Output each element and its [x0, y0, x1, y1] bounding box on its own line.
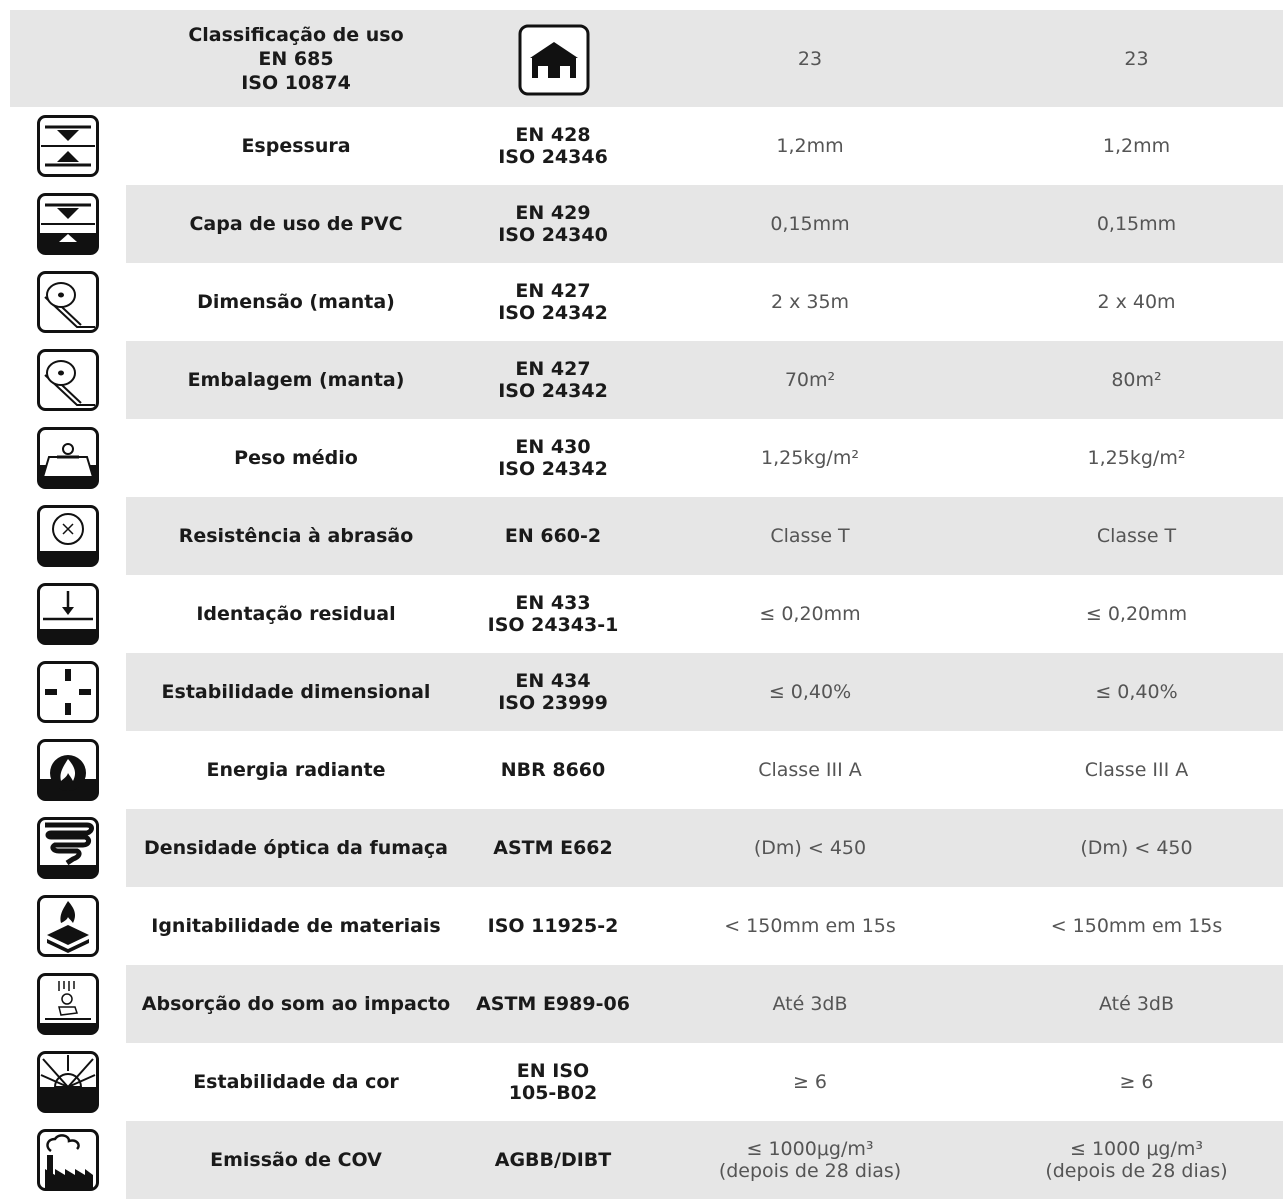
property-name-text: Ignitabilidade de materiais: [151, 915, 441, 937]
property-name-text: Estabilidade da cor: [193, 1071, 399, 1093]
property-name-text: Resistência à abrasão: [178, 525, 414, 547]
property-name: [126, 575, 466, 653]
value-2-line1: 1,2mm: [1102, 135, 1171, 157]
property-name: [126, 107, 466, 185]
value-2-line1: ≤ 1000 μg/m³: [1069, 1138, 1204, 1160]
value-col-1: [640, 731, 980, 809]
standard: [466, 965, 640, 1043]
value-col-2: [990, 1043, 1283, 1121]
property-name: [126, 497, 466, 575]
value-1-line1: 0,15mm: [770, 213, 850, 235]
standard-line1: EN 427: [515, 358, 591, 380]
property-name-text: Densidade óptica da fumaça: [143, 837, 448, 859]
value-col-2: [990, 731, 1283, 809]
value-col-2: [990, 575, 1283, 653]
value-col-1: [640, 107, 980, 185]
impact-sound-icon: [37, 973, 99, 1035]
standard: [466, 1043, 640, 1121]
value-col-2: [990, 809, 1283, 887]
value-col-1: [640, 185, 980, 263]
table-row: [0, 497, 1283, 575]
value-2-line1: ≤ 0,40%: [1095, 681, 1178, 703]
standard-line2: ISO 24342: [498, 380, 608, 402]
standard-line1: EN 429: [515, 202, 591, 224]
standard: [466, 185, 640, 263]
standard-line2: ISO 24342: [498, 458, 608, 480]
standard-line1: ISO 11925-2: [487, 915, 619, 937]
value-col-1: [640, 341, 980, 419]
standard-line2: ISO 23999: [498, 692, 608, 714]
value-1-line1: Até 3dB: [772, 993, 848, 1015]
header-label: [126, 10, 466, 107]
property-name: [126, 809, 466, 887]
value-2-line1: (Dm) < 450: [1080, 837, 1193, 859]
value-col-2: [990, 263, 1283, 341]
standard-line2: 105-B02: [508, 1082, 598, 1104]
standard-line1: AGBB/DIBT: [494, 1149, 612, 1171]
table-row: [0, 107, 1283, 185]
smoke-icon: [37, 817, 99, 879]
property-name-text: Identação residual: [196, 603, 396, 625]
header-label-line2: EN 685: [258, 47, 334, 70]
value-2-line1: Classe III A: [1084, 759, 1189, 781]
weight-icon: [37, 427, 99, 489]
standard: [466, 731, 640, 809]
sun-icon: [37, 1051, 99, 1113]
property-name: [126, 965, 466, 1043]
value-col-1: [640, 653, 980, 731]
abrasion-icon: [37, 505, 99, 567]
value-1-line1: Classe T: [770, 525, 850, 547]
value-col-1: [640, 419, 980, 497]
emission-icon: [37, 1129, 99, 1191]
table-row: [0, 887, 1283, 965]
value-2-line1: Classe T: [1096, 525, 1177, 547]
standard: [466, 1121, 640, 1199]
value-col-2: [990, 653, 1283, 731]
value-1-line1: Classe III A: [758, 759, 862, 781]
standard-line1: ASTM E989-06: [476, 993, 630, 1015]
standard: [466, 575, 640, 653]
value-col-2: [990, 1121, 1283, 1199]
property-name-text: Capa de uso de PVC: [189, 213, 403, 235]
value-1-line1: ≤ 1000μg/m³: [746, 1138, 874, 1160]
ignitability-icon: [37, 895, 99, 957]
table-row: [0, 809, 1283, 887]
standard-line1: EN 428: [515, 124, 591, 146]
standard: [466, 263, 640, 341]
standard: [466, 497, 640, 575]
value-2-line1: 0,15mm: [1096, 213, 1177, 235]
property-name: [126, 1121, 466, 1199]
value-2-line1: < 150mm em 15s: [1050, 915, 1223, 937]
value-col-2: [990, 497, 1283, 575]
table-row: [0, 419, 1283, 497]
value-2-line1: ≤ 0,20mm: [1085, 603, 1188, 625]
roll-icon: [37, 349, 99, 411]
standard-line1: EN ISO: [516, 1060, 590, 1082]
property-name-text: Emissão de COV: [210, 1149, 382, 1171]
value-2-line1: ≥ 6: [1119, 1071, 1154, 1093]
table-row: [0, 185, 1283, 263]
standard: [466, 419, 640, 497]
property-name: [126, 1043, 466, 1121]
property-name-text: Dimensão (manta): [197, 291, 395, 313]
standard-line2: ISO 24342: [498, 302, 608, 324]
table-row: [0, 1121, 1283, 1199]
value-col-1: [640, 575, 980, 653]
value-2-line1: 2 x 40m: [1097, 291, 1176, 313]
property-name: [126, 887, 466, 965]
roll-icon: [37, 271, 99, 333]
table-row: [0, 341, 1283, 419]
header-row: [10, 10, 1283, 107]
value-1-line1: 70m²: [784, 369, 836, 391]
property-name-text: Peso médio: [234, 447, 358, 469]
standard: [466, 107, 640, 185]
dimensional-stability-icon: [37, 661, 99, 723]
property-name: [126, 419, 466, 497]
standard-line1: NBR 8660: [500, 759, 606, 781]
value-col-1: [640, 809, 980, 887]
value-1-line1: < 150mm em 15s: [724, 915, 896, 937]
fire-icon: [37, 739, 99, 801]
standard-line1: EN 660-2: [504, 525, 602, 547]
table-row: [0, 653, 1283, 731]
standard-line2: ISO 24343-1: [487, 614, 619, 636]
property-name: [126, 263, 466, 341]
indentation-icon: [37, 583, 99, 645]
property-name: [126, 185, 466, 263]
table-row: [0, 263, 1283, 341]
value-col-2: [990, 107, 1283, 185]
header-label-line1: Classificação de uso: [188, 23, 404, 46]
value-1-line1: 1,25kg/m²: [761, 447, 859, 469]
value-1-line1: ≤ 0,40%: [768, 681, 852, 703]
value-col-1: [640, 1121, 980, 1199]
value-col-2: [990, 185, 1283, 263]
property-name-text: Espessura: [241, 135, 351, 157]
property-name-text: Embalagem (manta): [187, 369, 405, 391]
value-1-line1: ≥ 6: [792, 1071, 828, 1093]
header-label-line3: ISO 10874: [241, 71, 351, 94]
value-col-1: [640, 497, 980, 575]
value-col-1: [640, 1043, 980, 1121]
value-1-line2: (depois de 28 dias): [718, 1160, 902, 1182]
value-col-2: [990, 965, 1283, 1043]
value-2-line1: Até 3dB: [1098, 993, 1175, 1015]
table-row: [0, 575, 1283, 653]
table-row: [0, 965, 1283, 1043]
property-name: [126, 653, 466, 731]
header-value-1: 23: [797, 47, 823, 70]
standard-line1: EN 434: [515, 670, 591, 692]
value-2-line1: 1,25kg/m²: [1087, 447, 1186, 469]
value-1-line1: (Dm) < 450: [753, 837, 867, 859]
table-row: [0, 1043, 1283, 1121]
standard-line2: ISO 24346: [498, 146, 608, 168]
property-name-text: Energia radiante: [206, 759, 386, 781]
standard-line1: EN 430: [515, 436, 591, 458]
value-1-line1: 2 x 35m: [770, 291, 850, 313]
standard: [466, 653, 640, 731]
value-col-1: [640, 263, 980, 341]
header-value-2: 23: [1124, 47, 1149, 70]
property-name-text: Estabilidade dimensional: [161, 681, 431, 703]
value-col-2: [990, 419, 1283, 497]
wear-layer-icon: [37, 193, 99, 255]
value-2-line1: 80m²: [1111, 369, 1162, 391]
standard: [466, 809, 640, 887]
thickness-icon: [37, 115, 99, 177]
standard-line1: EN 433: [515, 592, 591, 614]
property-name: [126, 731, 466, 809]
value-col-2: [990, 887, 1283, 965]
value-1-line1: 1,2mm: [776, 135, 844, 157]
value-1-line1: ≤ 0,20mm: [759, 603, 861, 625]
value-2-line2: (depois de 28 dias): [1045, 1160, 1228, 1182]
value-col-1: [640, 965, 980, 1043]
standard: [466, 887, 640, 965]
standard: [466, 341, 640, 419]
standard-line1: EN 427: [515, 280, 591, 302]
value-col-2: [990, 341, 1283, 419]
property-name: [126, 341, 466, 419]
table-row: [0, 731, 1283, 809]
standard-line2: ISO 24340: [498, 224, 608, 246]
standard-line1: ASTM E662: [493, 837, 613, 859]
house-icon: [518, 24, 590, 96]
property-name-text: Absorção do som ao impacto: [141, 993, 451, 1015]
value-col-1: [640, 887, 980, 965]
